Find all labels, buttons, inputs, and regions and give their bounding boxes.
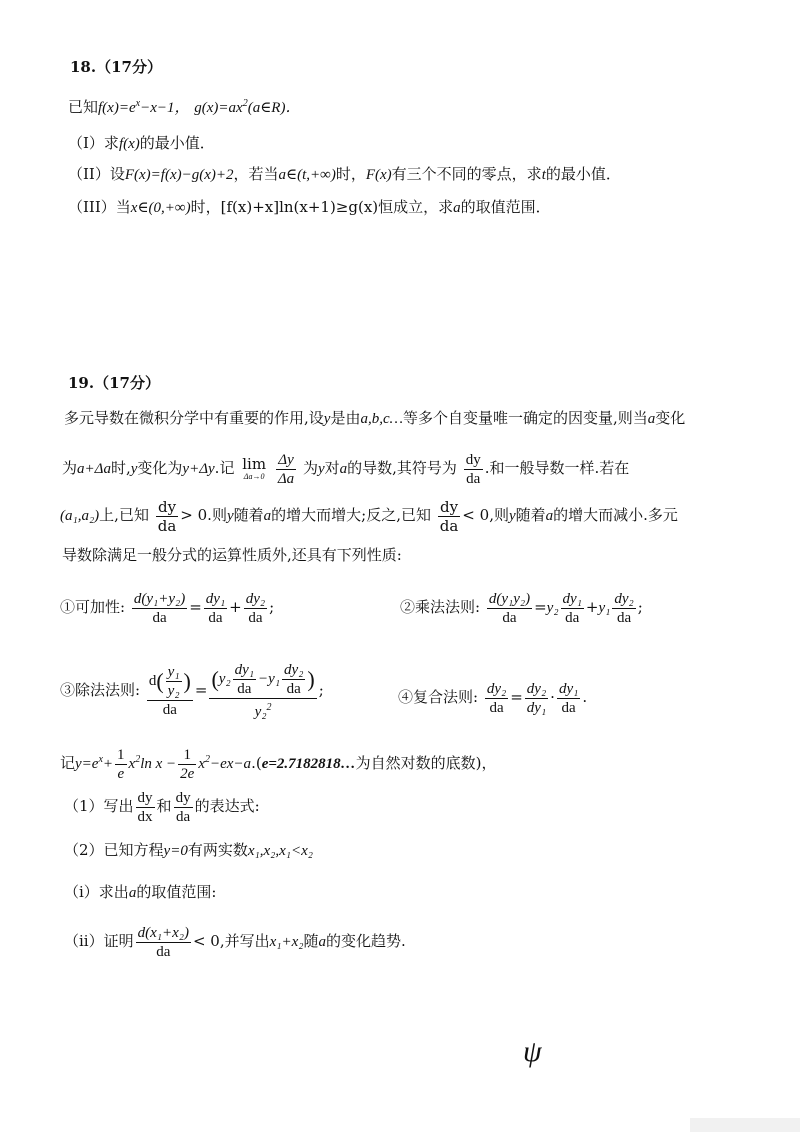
q19-para2-expr2: y+Δy xyxy=(182,461,215,477)
rule4-term1 xyxy=(525,680,548,717)
q18-p3-tail2: 的取值范围． xyxy=(460,198,551,216)
sii-sum: x₁+x₂ xyxy=(269,934,304,950)
dy-num-2: dy xyxy=(156,498,179,517)
rule-quotient: ③除法法则: d( $\frac{\text{y₁}}{\text{y₂}}$ ) da = (y₂ $\frac{\text{dy₁}}{da}$ −y₁ $\frac{\text{dy₂}}{da}$ ) y₂$^2$ ; xyxy=(60,662,324,721)
delta-fraction xyxy=(276,451,296,488)
q19-para1-b: 是由 xyxy=(330,409,361,427)
q19-para3-b: > 0 xyxy=(180,506,208,524)
def-plus: + xyxy=(102,756,114,772)
rule3-rhs xyxy=(209,661,316,721)
rule2-label: ②乘法法则: xyxy=(400,598,481,616)
q19-para3-d2: 随着 xyxy=(515,506,546,524)
q18-g-def xyxy=(194,100,300,116)
s1-dy-da xyxy=(174,789,193,826)
def-y-eq: y=e xyxy=(75,756,99,772)
q19-header xyxy=(68,373,160,393)
rule4-t2-den: da xyxy=(561,699,576,716)
s2-vars: x₁,x₂,x₁<x₂ xyxy=(247,843,313,859)
rule-chain: ④复合法则: $\frac{\text{dy₂}}{da}$ = $\frac{\text{dy₂}}{\text{dy₁}}$ · $\frac{\text{dy₁}}{da}$ . xyxy=(398,680,588,716)
limit-operator xyxy=(242,456,266,482)
q19-para2-d: .记 xyxy=(214,459,235,477)
dy-num-3: dy xyxy=(438,498,461,517)
q19-para2-c: 变化为 xyxy=(137,459,183,477)
rule2-t1-den: da xyxy=(565,609,580,626)
si-tail: 的取值范围: xyxy=(136,883,217,901)
q19-para3-a-var2: a xyxy=(545,508,554,524)
da-den-3: da xyxy=(439,516,459,535)
rule3-lhs xyxy=(147,663,193,719)
rule-product: ②乘法法则: $\frac{\text{d(y₁y₂)}}{da}$ =y₂ $\frac{\text{dy₁}}{da}$ +y₁ $\frac{\text{dy₂}}{da}$ ; xyxy=(400,590,643,626)
q19-para3-g: ,则 xyxy=(489,506,509,524)
q19-para2-a2: a xyxy=(339,461,348,477)
rule3-t2-den: da xyxy=(286,681,301,698)
s2-label: （2）已知方程 xyxy=(64,841,164,859)
s1-dy-dx xyxy=(136,789,155,826)
q18-part2 xyxy=(68,164,621,185)
q18-p3-x: x∈(0,+∞) xyxy=(130,200,191,216)
def-prefix: 记 xyxy=(60,754,76,772)
rule2-y1: y₁ xyxy=(598,600,611,616)
sii-tail: 的变化趋势. xyxy=(326,932,406,950)
rule3-y2: y₂ xyxy=(218,670,231,687)
q18-part3 xyxy=(68,197,551,218)
rule2-lhs-den: da xyxy=(502,609,517,626)
def-exp-x: x xyxy=(98,754,103,765)
dy-da-fraction xyxy=(464,451,483,488)
q18-p3-a: a xyxy=(453,200,461,216)
q19-para2 xyxy=(62,448,629,489)
s1-dy: dy xyxy=(137,789,153,806)
s2-eq: y=0 xyxy=(163,843,188,859)
s1-dx: dx xyxy=(137,808,153,825)
da-den-2: da xyxy=(157,516,177,535)
rule3-den-sq: 2 xyxy=(266,702,272,714)
def-dot: .( xyxy=(251,754,262,772)
def-e-value: e=2.7182818… xyxy=(261,756,356,772)
rule2-t1-num: dy₁ xyxy=(562,590,582,607)
q19-para4-text: 导数除满足一般分式的运算性质外,还具有下列性质: xyxy=(62,546,402,564)
rule3-inner-frac xyxy=(166,663,182,700)
delta-a: Δa xyxy=(277,470,295,487)
q19-para3-a-var: a xyxy=(263,508,272,524)
rule1-term2 xyxy=(244,590,267,627)
rule3-inner-den: y₂ xyxy=(167,683,180,700)
rule2-t2-den: da xyxy=(616,609,632,626)
q19-para1-vars: a,b,c… xyxy=(360,411,403,427)
rule1-label: ①可加性: xyxy=(60,598,126,616)
rule4-lhs-num: dy₂ xyxy=(486,680,507,697)
sii-num: d(x₁+x₂) xyxy=(137,924,189,941)
s2-mid: 有两实数 xyxy=(187,841,248,859)
def-x2: x xyxy=(198,756,205,772)
q18-intro xyxy=(68,94,300,118)
rule1-t2-den: da xyxy=(248,609,263,626)
rule3-den-y2: y₂ xyxy=(254,704,267,721)
rule4-t1-num: dy₂ xyxy=(526,680,547,697)
limit-subscript: Δa→0 xyxy=(243,472,265,481)
sii-label: （ii）证明 xyxy=(64,932,134,950)
q18-p1-fx: f(x) xyxy=(118,136,140,152)
footer-psi-glyph: ψ xyxy=(523,1035,542,1068)
sub-question-2ii xyxy=(64,920,406,963)
def-one: 1 xyxy=(117,747,125,764)
q19-para3 xyxy=(60,494,678,537)
rule2-lhs xyxy=(487,590,532,627)
s1-and: 和 xyxy=(156,797,172,815)
rule4-lhs xyxy=(485,680,508,717)
footer-psi-mark xyxy=(523,1035,542,1069)
def-sq: 2 xyxy=(135,754,141,765)
q19-para3-f: < 0 xyxy=(462,506,490,524)
q19-para3-d: 随着 xyxy=(233,506,264,524)
q19-para1-y: y xyxy=(323,411,331,427)
q19-para1 xyxy=(64,408,685,429)
q19-para2-e: 为 xyxy=(302,459,318,477)
sub-question-2i xyxy=(64,882,216,903)
rule1-t2-num: dy₂ xyxy=(245,590,266,607)
q18-p2-mid: ，若当 xyxy=(233,165,279,183)
q19-para1-c: 等多个自变量唯一确定的因变量,则当 xyxy=(402,409,648,427)
sii-den: da xyxy=(156,943,171,960)
sii-a: a xyxy=(318,934,327,950)
q19-para3-y2: y xyxy=(508,508,516,524)
q18-p2-tail1: 时， xyxy=(335,165,366,183)
q19-para3-h: 的增大而减小.多元 xyxy=(553,506,678,524)
q18-p2-label: （II）设 xyxy=(68,165,125,183)
q19-para3-a: 上,已知 xyxy=(99,506,149,524)
rule3-lhs-num: d( $\frac{\text{y₁}}{\text{y₂}}$ ) xyxy=(148,664,191,700)
q18-p2-F2: F(x) xyxy=(365,167,392,183)
q18-p1-label: （I）求 xyxy=(68,134,119,152)
rule1-t1-num: dy₁ xyxy=(205,590,226,607)
q19-para4 xyxy=(62,545,402,565)
sii-mid: ,并写出 xyxy=(219,932,270,950)
q18-p3-expr: [f(x)+x]ln(x+1)≥g(x) xyxy=(220,198,379,216)
q19-para2-expr: a+Δa xyxy=(77,461,111,477)
sii-lt: < 0 xyxy=(192,932,220,950)
rule2-term1 xyxy=(561,590,584,627)
rule3-label: ③除法法则: xyxy=(60,681,141,699)
q19-para2-a: 为 xyxy=(62,459,78,477)
s1-label: （1）写出 xyxy=(64,797,134,815)
q19-para2-y: y xyxy=(130,461,138,477)
def-frac-1-2e xyxy=(178,746,196,783)
q19-para3-y: y xyxy=(226,508,234,524)
q18-p2-t: t xyxy=(541,167,546,183)
def-sq-2: 2 xyxy=(205,754,210,765)
q18-part1 xyxy=(68,133,215,154)
q18-f-def xyxy=(98,100,189,116)
rule2-y2: y₂ xyxy=(546,600,559,616)
def-e: e xyxy=(117,766,125,783)
q18-p2-tail3: 的最小值． xyxy=(545,165,621,183)
rule1-term1 xyxy=(204,590,227,627)
q19-para2-g: 的导数,其符号为 xyxy=(347,459,457,477)
delta-y: Δy xyxy=(276,451,296,470)
q18-p1-tail: 的最小值． xyxy=(139,134,215,152)
sii-frac xyxy=(136,924,191,961)
rule4-t2-num: dy₁ xyxy=(558,680,579,697)
dy-da-positive-fraction xyxy=(156,498,179,535)
rule4-lhs-den: da xyxy=(489,699,504,716)
def-2e: 2e xyxy=(180,766,195,783)
da-den: da xyxy=(466,470,481,487)
rule-additivity: ①可加性: $\frac{\text{d(y₁+y₂)}}{da}$ = $\frac{\text{dy₁}}{da}$ + $\frac{\text{dy₂}}{da}$ ; xyxy=(60,590,275,626)
q18-p3-mid: 时， xyxy=(190,198,221,216)
def-frac-1-e xyxy=(115,746,127,783)
s1-tail: 的表达式: xyxy=(194,797,260,815)
scan-corner-shade xyxy=(690,1118,800,1132)
rule3-t1-num: dy₁ xyxy=(234,662,255,679)
q18-header xyxy=(70,57,162,77)
dy-num: dy xyxy=(465,451,481,468)
q18-header-text: 18.（17分） xyxy=(70,58,162,76)
rule2-lhs-num: d(y₁y₂) xyxy=(488,590,531,607)
si-a: a xyxy=(128,885,137,901)
rule3-t2 xyxy=(282,661,305,698)
q19-para3-e: 的增大而增大;反之,已知 xyxy=(271,506,431,524)
q18-intro-prefix: 已知 xyxy=(68,98,99,116)
rule3-y1: y₁ xyxy=(268,670,281,687)
s1-da: da xyxy=(175,808,191,825)
def-tail: −ex−a xyxy=(210,756,252,772)
rule1-lhs-den: da xyxy=(152,609,167,626)
q18-p2-interval: a∈(t,+∞) xyxy=(278,167,336,183)
q18-f-rest: −x−1， xyxy=(140,100,190,116)
q18-p2-F: F(x)=f(x)−g(x)+2 xyxy=(124,167,234,183)
rule3-t2-num: dy₂ xyxy=(284,662,304,679)
rule3-t1 xyxy=(233,661,256,698)
dy-da-negative-fraction xyxy=(438,498,461,535)
rule2-term2 xyxy=(612,590,635,627)
s1-dy-2: dy xyxy=(175,789,191,806)
rule1-t1-den: da xyxy=(208,609,223,626)
rule4-term2 xyxy=(557,680,580,717)
limit-word: lim xyxy=(242,455,267,473)
q18-p3-label: （III）当 xyxy=(68,198,131,216)
rule3-t1-den: da xyxy=(237,681,252,698)
q18-g-exp: 2 xyxy=(242,98,248,109)
def-one-2: 1 xyxy=(178,746,196,765)
def-formula xyxy=(75,747,252,783)
q18-g-rest: (a∈R)． xyxy=(247,100,301,116)
rule1-lhs xyxy=(132,590,187,627)
def-note: 为自然对数的底数)， xyxy=(355,754,497,772)
q18-f-base: f(x)=e xyxy=(98,100,136,116)
sub-question-1 xyxy=(64,785,260,827)
sii-mid2: 随 xyxy=(303,932,319,950)
q19-para1-d: 变化 xyxy=(655,409,686,427)
rule4-label: ④复合法则: xyxy=(398,688,479,706)
q19-para2-y2: y xyxy=(317,461,325,477)
q19-para3-interval: (a₁,a₂) xyxy=(60,508,100,524)
q19-para2-b: 时, xyxy=(110,459,131,477)
q18-g-base: g(x)=ax xyxy=(194,100,243,116)
sub-question-2 xyxy=(64,840,313,861)
q18-f-exp: x xyxy=(135,98,141,109)
q19-para2-f: 对 xyxy=(324,459,340,477)
rule3-lhs-den: da xyxy=(162,702,177,719)
rule4-t1-den: dy₁ xyxy=(526,699,547,716)
q18-p3-tail: 恒成立，求 xyxy=(378,198,454,216)
rule3-rhs-num: (y₂ $\frac{\text{dy₁}}{da}$ −y₁ $\frac{\text{dy₂}}{da}$ ) xyxy=(211,662,315,698)
rule3-inner-num: y₁ xyxy=(167,664,180,681)
q19-para2-h: .和一般导数一样.若在 xyxy=(484,459,630,477)
rule1-lhs-num: d(y₁+y₂) xyxy=(133,590,186,607)
q19-para1-text: 多元导数在微积分学中有重要的作用,设 xyxy=(64,409,324,427)
def-lnx: ln x − xyxy=(140,756,177,772)
q18-p2-tail2: 有三个不同的零点，求 xyxy=(391,165,542,183)
rule2-t2-num: dy₂ xyxy=(614,590,634,607)
q19-definition xyxy=(60,740,497,784)
rule3-rhs-den xyxy=(209,699,316,721)
def-x: x xyxy=(128,756,136,772)
si-label: （i）求出 xyxy=(64,883,129,901)
q19-header-text: 19.（17分） xyxy=(68,374,160,392)
q19-para1-a: a xyxy=(647,411,656,427)
q19-para3-c: .则 xyxy=(207,506,227,524)
